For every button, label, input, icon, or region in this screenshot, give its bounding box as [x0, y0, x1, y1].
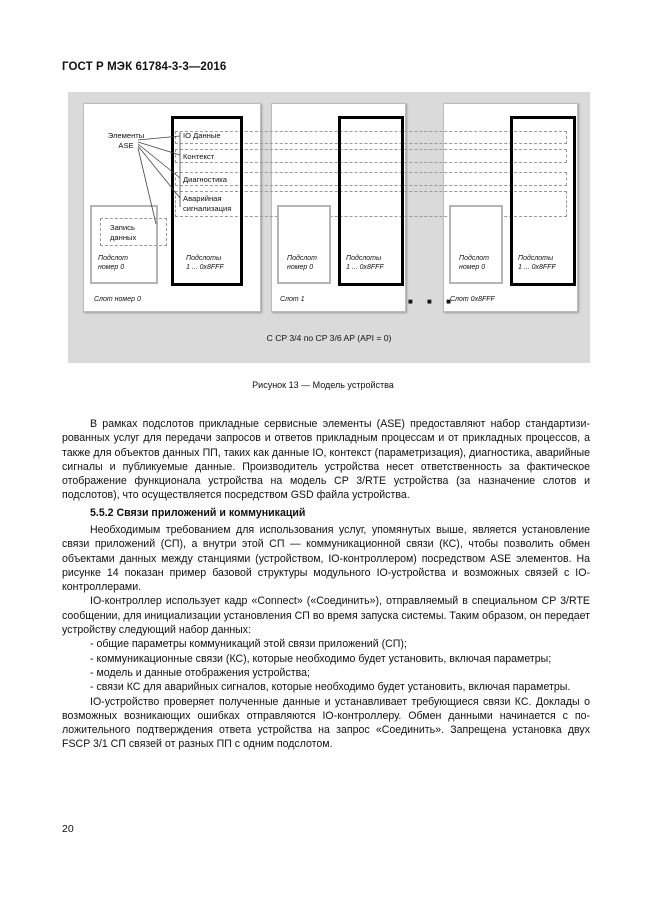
document-header: ГОСТ Р МЭК 61784-3-3—2016 — [62, 61, 227, 73]
record-data-label: Запись данных — [110, 223, 137, 242]
paragraph-2-text: Необходимым требованием для использования услуг, упомянутых выше, является установление связи приложений (СП), а внутри этой СП — коммуникационной связи (КС), чтобы позволить обмен объектами данных между станциями (устройством, IO-контроллером) посредством ASE элементов. На рисунке 14 показан пример базовой структуры модульного IO-устройства и возможных связей с IO-контроллерами. — [62, 524, 590, 594]
row-label-context: Контекст — [183, 152, 215, 161]
paragraph-4-text: IO-устройство проверяет полученные данные и устанавливает требующиеся связи КС. Доклады о возможных возникающих ошибках отправляются IO-контроллеру. Обмен данными начинается с положительного подтверждения ответа устройства на запрос «Соединить». Запрещена установка двух FSCP 3/1 СП связей от разных ПП с одним подслотом. — [62, 695, 590, 751]
list-item: - общие параметры коммуникаций этой связи приложений (СП); — [90, 638, 407, 651]
paragraph-1-text: В рамках подслотов прикладные сервисные элементы (ASE) предоставляют набор стандартизированных услуг для передачи запросов и ответов прикладным процессам и от прикладных процессов, а также для объектов данных ПП, таких как данные IO, контекст (параметризация), диагностика, аварийные сигналы и публикуемые данные. Производитель устройства несет ответственность за фактическое отображение функционала устройства на модель CP 3/RTE устройства (за назначение слотов и подслотов), что осуществляется посредством GSD файла устройства. — [62, 418, 590, 502]
ase-elements-label: Элементы ASE — [107, 131, 145, 150]
row-label-io-data: IO Данные — [183, 131, 221, 140]
slot-n-label: Слот 0x8FFF — [450, 296, 495, 303]
ellipsis-dots: ■ ■ ■ — [408, 297, 457, 306]
list-item: - модель и данные отображения устройства; — [90, 666, 310, 679]
section-heading: 5.5.2 Связи приложений и коммуникаций — [90, 507, 306, 519]
subslot0-label-2: Подслот номер 0 — [287, 255, 318, 271]
device-model-figure — [68, 92, 590, 363]
subslots-label-3: Подслоты 1 ... 0x8FFF — [518, 255, 556, 271]
subslot0-label-3: Подслот номер 0 — [459, 255, 490, 271]
subslots-label-1: Подслоты 1 ... 0x8FFF — [186, 255, 224, 271]
figure-caption: Рисунок 13 — Модель устройства — [252, 380, 394, 390]
slot-0-label: Слот номер 0 — [94, 296, 141, 303]
row-label-diagnostics: Диагностика — [183, 175, 228, 184]
paragraph-3-text: IO-контроллер использует кадр «Connect» («Соединить»), отправляемый в специальном CP 3/RTE сообщении, для инициализации установления СП во время запуска системы. Таким образом, он передает устройству следующий набор данных: — [62, 595, 590, 637]
subslots-label-2: Подслоты 1 ... 0x8FFF — [346, 255, 384, 271]
subslot0-label-1: Подслот номер 0 — [98, 255, 129, 271]
slot-1-label: Слот 1 — [280, 296, 305, 303]
row-label-alarms: Аварийная сигнализация — [183, 194, 232, 213]
list-item: - коммуникационные связи (КС), которые необходимо будет установить, включая параметры; — [90, 652, 552, 665]
paragraph-1 — [62, 417, 590, 503]
paragraph-2 — [62, 523, 590, 752]
list-item: - связи КС для аварийных сигналов, которые необходимо будет установить, включая параметры. — [90, 681, 571, 694]
page-number: 20 — [62, 823, 74, 835]
api-label: C CP 3/4 по CP 3/6 AP (API = 0) — [266, 333, 392, 343]
